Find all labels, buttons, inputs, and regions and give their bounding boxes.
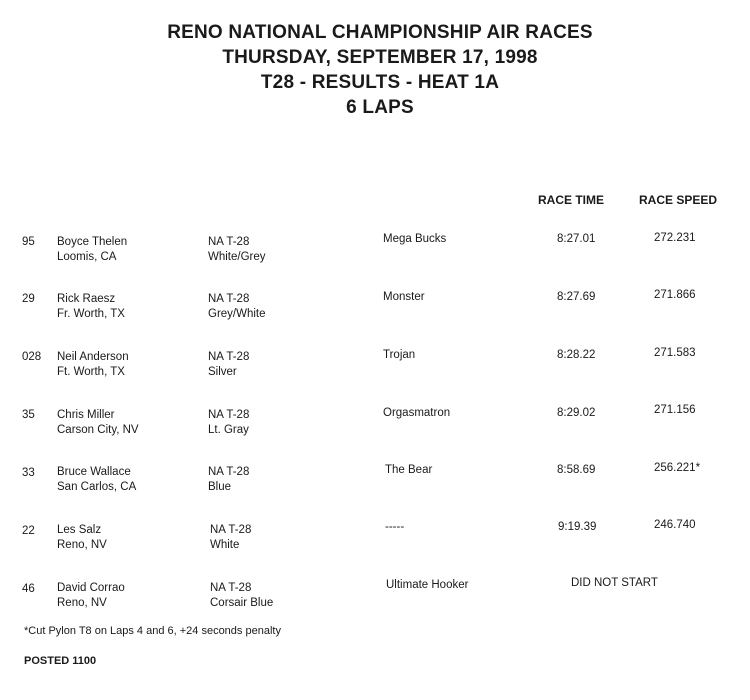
race-time: 8:29.02 [557,407,596,419]
aircraft-info [210,581,273,611]
race-number: 028 [22,351,42,363]
race-time: 8:27.01 [557,233,596,245]
posted-time: POSTED 1100 [24,655,97,667]
aircraft-color: Lt. Gray [208,424,249,436]
pilot-name: Neil Anderson [57,351,129,363]
pilot-hometown: Loomis, CA [57,251,117,263]
pilot-info [57,465,136,495]
pilot-name: Bruce Wallace [57,466,131,478]
race-time: 9:19.39 [558,521,597,533]
aircraft-info [208,465,249,495]
race-number: 22 [22,525,35,537]
plane-name: Ultimate Hooker [386,579,469,591]
aircraft-color: Corsair Blue [210,597,274,609]
race-time: 8:28.22 [557,349,596,361]
aircraft-type: NA T-28 [210,524,252,536]
pilot-info [57,235,127,265]
pilot-hometown: Reno, NV [57,597,107,609]
race-number: 35 [22,409,35,421]
race-speed: 271.583 [654,347,696,359]
race-speed: 272.231 [654,232,696,244]
pilot-hometown: Fr. Worth, TX [57,308,125,320]
aircraft-type: NA T-28 [208,409,250,421]
pilot-info [57,292,125,322]
aircraft-type: NA T-28 [208,236,250,248]
pilot-info [57,523,107,553]
pilot-hometown: Ft. Worth, TX [57,366,125,378]
race-speed-header: RACE SPEED [639,193,718,207]
event-title: RENO NATIONAL CHAMPIONSHIP AIR RACES [167,22,593,43]
pilot-info [57,408,139,438]
race-speed: 256.221* [654,462,701,474]
aircraft-type: NA T-28 [208,293,250,305]
plane-name: The Bear [385,464,433,476]
race-speed: 246.740 [654,519,696,531]
plane-name: Mega Bucks [383,233,447,245]
aircraft-info [208,350,249,380]
aircraft-type: NA T-28 [208,351,250,363]
plane-name: Monster [383,291,425,303]
document-header [0,20,750,120]
pilot-hometown: Carson City, NV [57,424,139,436]
aircraft-color: Silver [208,366,237,378]
race-speed: 271.156 [654,404,696,416]
plane-name: Trojan [383,349,416,361]
pilot-name: Boyce Thelen [57,236,128,248]
pilot-name: Les Salz [57,524,102,536]
pilot-info [57,350,129,380]
aircraft-info [210,523,251,553]
aircraft-type: NA T-28 [210,582,252,594]
penalty-footnote: *Cut Pylon T8 on Laps 4 and 6, +24 seconds penalty [24,625,281,637]
race-time: 8:27.69 [557,291,596,303]
race-number: 33 [22,467,35,479]
pilot-hometown: San Carlos, CA [57,481,137,493]
race-time: 8:58.69 [557,464,596,476]
plane-name: Orgasmatron [383,407,451,419]
aircraft-color: White/Grey [208,251,266,263]
race-number: 95 [22,236,35,248]
pilot-name: Rick Raesz [57,293,116,305]
plane-name: ----- [385,521,405,533]
race-time-header: RACE TIME [538,193,604,207]
pilot-info [57,581,125,611]
aircraft-color: Grey/White [208,308,266,320]
pilot-hometown: Reno, NV [57,539,107,551]
race-speed: 271.866 [654,289,696,301]
aircraft-type: NA T-28 [208,466,250,478]
lap-count: 6 LAPS [346,97,414,118]
race-number: 29 [22,293,35,305]
pilot-name: Chris Miller [57,409,115,421]
event-date: THURSDAY, SEPTEMBER 17, 1998 [222,47,538,68]
heat-title: T28 - RESULTS - HEAT 1A [260,72,500,93]
race-number: 46 [22,583,35,595]
pilot-name: David Corrao [57,582,125,594]
aircraft-color: White [210,539,240,551]
aircraft-info [208,292,266,322]
aircraft-color: Blue [208,481,232,493]
aircraft-info [208,408,249,438]
aircraft-info [208,235,266,265]
race-status: DID NOT START [571,577,658,589]
